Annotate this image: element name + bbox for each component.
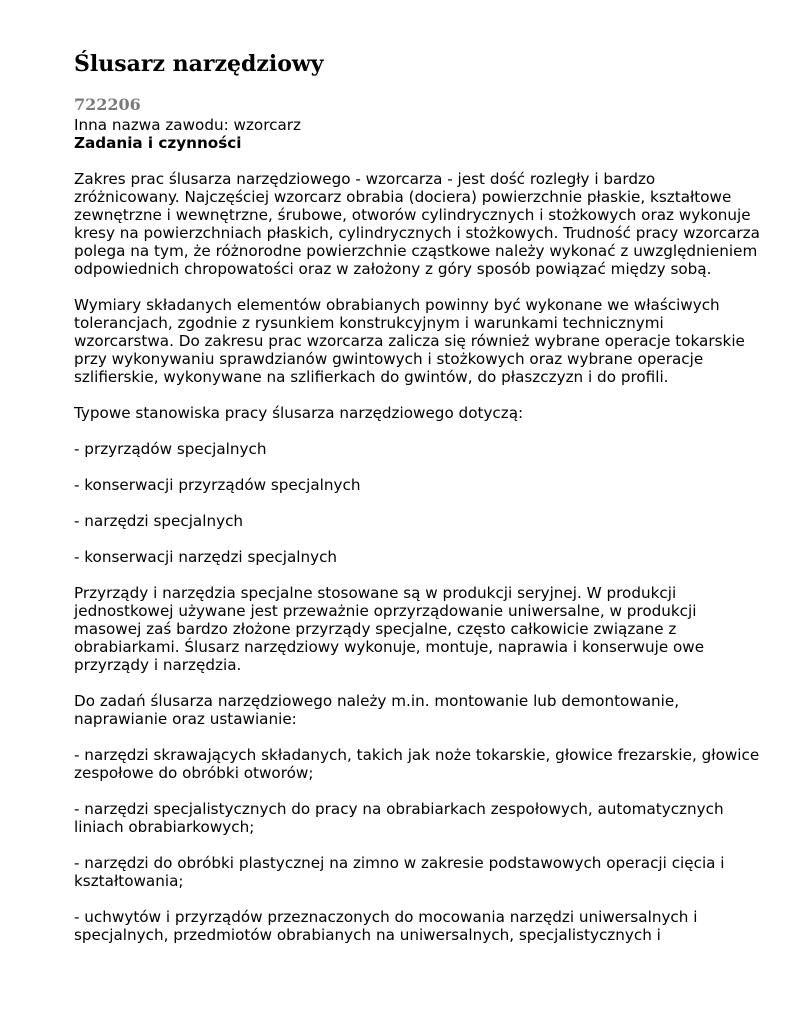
document-page <box>74 48 764 962</box>
alternative-name: Inna nazwa zawodu: wzorcarz <box>74 116 301 134</box>
list-item: - przyrządów specjalnych <box>74 440 267 458</box>
list-item: - konserwacji narzędzi specjalnych <box>74 548 338 566</box>
paragraph: Do zadań ślusarza narzędziowego należy m.in. montowanie lub demontowanie, naprawianie oraz ustawianie: <box>74 692 680 728</box>
list-item: - konserwacji przyrządów specjalnych <box>74 476 361 494</box>
paragraph: Wymiary składanych elementów obrabianych powinny być wykonane we właściwych tolerancjach, zgodnie z rysunkiem konstrukcyjnym i warunkami technicznymi wzorcarstwa. Do zakresu prac wzorcarza zalicza się również wybrane operacje tokarskie przy wykonywaniu sprawdzianów gwintowych i stożkowych oraz wybrane operacje szlifierskie, wykonywane na szlifierkach do gwintów, do płaszczyzn i do profili. <box>74 296 745 386</box>
paragraph: Zakres prac ślusarza narzędziowego - wzorcarza - jest dość rozległy i bardzo zróżnicowany. Najczęściej wzorcarz obrabia (dociera) powierzchnie płaskie, kształtowe zewnętrzne i wewnętrzne, śrubowe, otworów cylindrycznych i stożkowych oraz wykonuje kresy na powierzchniach płaskich, cylindrycznych i stożkowych. Trudność pracy wzorcarza polega na tym, że różnorodne powierzchnie cząstkowe należy wykonać z uwzględnieniem odpowiednich chropowatości oraz w założony z góry sposób powiązać między sobą. <box>74 170 760 278</box>
paragraph: Typowe stanowiska pracy ślusarza narzędziowego dotyczą: <box>74 404 524 422</box>
paragraph: Przyrządy i narzędzia specjalne stosowane są w produkcji seryjnej. W produkcji jednostkowej używane jest przeważnie oprzyrządowanie uniwersalne, w produkcji masowej zaś bardzo złożone przyrządy specjalne, często całkowicie związane z obrabiarkami. Ślusarz narzędziowy wykonuje, montuje, naprawia i konserwuje owe przyrządy i narzędzia. <box>74 584 705 674</box>
list-item: - narzędzi specjalistycznych do pracy na obrabiarkach zespołowych, automatycznych liniach obrabiarkowych; <box>74 800 724 836</box>
occupation-code: 722206 <box>74 95 141 114</box>
list-item: - narzędzi specjalnych <box>74 512 244 530</box>
list-item: - narzędzi skrawających składanych, takich jak noże tokarskie, głowice frezarskie, głowice zespołowe do obróbki otworów; <box>74 746 760 782</box>
list-item: - narzędzi do obróbki plastycznej na zimno w zakresie podstawowych operacji cięcia i kształtowania; <box>74 854 725 890</box>
list-item: - uchwytów i przyrządów przeznaczonych do mocowania narzędzi uniwersalnych i specjalnych, przedmiotów obrabianych na uniwersalnych, specjalistycznych i <box>74 908 698 944</box>
page-title: Ślusarz narzędziowy <box>74 51 324 77</box>
section-title: Zadania i czynności <box>74 134 242 152</box>
